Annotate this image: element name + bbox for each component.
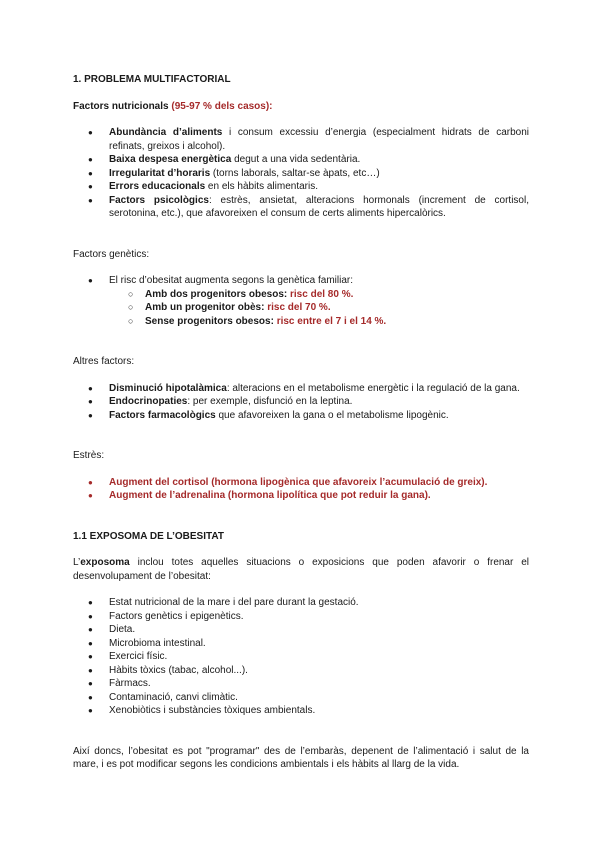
list-item: ● Estat nutricional de la mare i del pare durant la gestació. [73, 596, 529, 610]
nutritional-factors-list [73, 126, 529, 221]
list-item: ● Errors educacionals en els hàbits alimentaris. [73, 180, 529, 194]
nutritional-factors-percent: (95-97 % dels casos): [171, 100, 273, 112]
list-item: ● Fàrmacs. [73, 677, 529, 691]
list-item: ● Hàbits tòxics (tabac, alcohol...). [73, 664, 529, 678]
list-item: ● Augment del cortisol (hormona lipogènica que afavoreix l’acumulació de greix). [73, 476, 529, 490]
list-item: ● Irregularitat d’horaris (torns laborals, saltar-se àpats, etc…) [73, 167, 529, 181]
genetic-factors-heading: Factors genètics: [73, 248, 150, 260]
nutritional-factors-label: Factors nutricionals [73, 100, 169, 112]
list-item: ○ Amb dos progenitors obesos: risc del 80 %. [73, 288, 529, 302]
list-item: ● Dieta. [73, 623, 529, 637]
stress-heading: Estrès: [73, 450, 105, 461]
subsection-title: 1.1 EXPOSOMA DE L’OBESITAT [73, 530, 224, 542]
list-item: ● Xenobiòtics i substàncies tòxiques ambientals. [73, 704, 529, 718]
list-item: ● Contaminació, canvi climàtic. [73, 691, 529, 705]
other-factors-heading: Altres factors: [73, 356, 135, 367]
stress-list [73, 476, 529, 503]
section-title: 1. PROBLEMA MULTIFACTORIAL [73, 74, 231, 85]
list-item: ● Exercici físic. [73, 650, 529, 664]
list-item: ● Abundància d’aliments i consum excessiu d’energia (especialment hidrats de carboni refinats, greixos i alcohol). [73, 126, 529, 153]
list-item: ● Microbioma intestinal. [73, 637, 529, 651]
genetic-risk-list [73, 288, 529, 329]
exposome-intro: L’exposoma inclou totes aquelles situacions o exposicions que poden afavorir o frenar el desenvolupament de l’obesitat: [73, 557, 529, 582]
list-item: ● Factors psicològics: estrès, ansietat, alteracions hormonals (increment de cortisol, serotonina, etc.), que afavoreixen el consum de certs aliments hipercalòrics. [73, 194, 529, 221]
list-item: ● Factors farmacològics que afavoreixen la gana o el metabolisme lipogènic. [73, 409, 529, 423]
document-content [73, 73, 529, 772]
list-item: ● Augment de l’adrenalina (hormona lipolítica que pot reduir la gana). [73, 489, 529, 503]
exposome-list [73, 596, 529, 718]
list-item: ● Disminució hipotalàmica: alteracions en el metabolisme energètic i la regulació de la gana. [73, 382, 529, 396]
list-item: ● El risc d’obesitat augmenta segons la genètica familiar: [73, 274, 529, 288]
other-factors-list [73, 382, 529, 423]
genetic-factors-list [73, 274, 529, 288]
nutritional-factors-heading [73, 100, 529, 114]
list-item: ● Baixa despesa energètica degut a una vida sedentària. [73, 153, 529, 167]
list-item: ○ Amb un progenitor obès: risc del 70 %. [73, 301, 529, 315]
list-item: ○ Sense progenitors obesos: risc entre el 7 i el 14 %. [73, 315, 529, 329]
list-item: ● Factors genètics i epigenètics. [73, 610, 529, 624]
closing-paragraph: Així doncs, l’obesitat es pot "programar" des de l’embaràs, depenent de l’alimentació i salut de la mare, i es pot modificar segons les condicions ambientals i els hàbits al llarg de la vida. [73, 745, 529, 770]
list-item: ● Endocrinopaties: per exemple, disfunció en la leptina. [73, 395, 529, 409]
